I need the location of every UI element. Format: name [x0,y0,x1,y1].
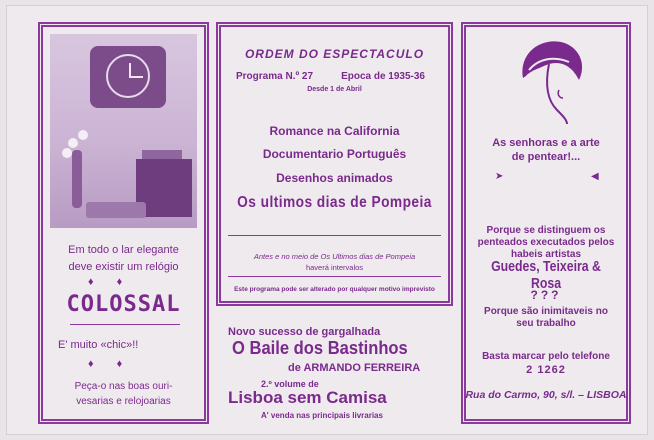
season: Epoca de 1935-36 [341,71,425,82]
divider [228,235,441,236]
hair-ad-line-2: de pentear!... [511,151,581,163]
flower-icon [62,148,72,158]
clock-icon [90,46,166,108]
feature-film: Os ultimos dias de Pompeia [237,194,432,211]
flower-icon [68,138,78,148]
hair-ad-line-6: Porque são inimitaveis no [484,306,608,317]
program-item: Documentario Português [262,147,407,161]
disclaimer: Este programa pode ser alterado por qualquer motivo imprevisto [234,286,435,293]
address: Rua do Carmo, 90, s/l. – LISBOA [465,389,627,401]
volume-note: 2.º volume de [261,379,319,389]
clock-ad-panel [38,22,209,424]
program-panel [216,22,453,306]
clock-photo [50,34,197,228]
book-title-2: Lisboa sem Camisa [228,388,387,407]
program-title: ORDEM DO ESPECTACULO [244,47,425,61]
clock-ad-line-2: deve existir um relógio [68,261,179,273]
intermission-note-2: haverá intervalos [305,263,364,272]
book-title: O Baile dos Bastinhos [232,338,408,358]
hair-ad-line-3: Porque se distinguem os [486,225,606,236]
program-item: Romance na California [269,124,400,138]
hair-ad-line-8: Basta marcar pelo telefone [482,351,610,362]
question-marks: ??? [530,288,562,302]
chic-slogan: E' muito «chic»!! [58,339,139,351]
diamonds-ornament: ♦ ♦ [88,276,133,288]
program-sheet [6,5,648,435]
clock-ad-line-4: vesarias e relojoarias [76,396,171,407]
tray-icon [86,202,146,218]
divider [228,276,441,277]
sale-note: A' venda nas principais livrarias [261,411,383,420]
book-ad-headline: Novo sucesso de gargalhada [228,326,381,338]
clock-ad-line-1: Em todo o lar elegante [68,244,179,256]
hair-ad-line-7: seu trabalho [516,318,576,329]
arrow-right-icon: ➤ [495,171,504,182]
intermission-note: Antes e no meio de Os Ultimos dias de Pompeia [253,252,416,261]
hair-ad-line-4: penteados executados pelos [477,237,615,248]
flower-icon [78,130,88,140]
hair-ad-line-5: habeis artistas [510,249,582,260]
salon-names: Guedes, Teixeira & Rosa [491,258,601,292]
arrow-left-icon: ◀ [591,171,599,182]
phone-number: 2 1262 [526,364,566,376]
program-number: Programa N.º 27 [236,71,314,82]
book-author: de ARMANDO FERREIRA [288,362,421,374]
hairdresser-ad-panel [461,22,631,424]
program-item: Desenhos animados [276,171,393,185]
clock-hand-hour [129,76,143,78]
divider [70,324,180,325]
hair-ad-line-1: As senhoras e a arte [492,137,600,149]
clock-ad-line-3: Peça-o nas boas ouri- [74,381,173,392]
woman-portrait-icon [509,34,589,126]
vase-icon [72,150,82,208]
brand-name: COLOSSAL [66,292,181,317]
clock-face [106,54,150,98]
start-date: Desde 1 de Abril [307,86,362,93]
diamonds-ornament: ♦ ♦ [88,358,133,370]
